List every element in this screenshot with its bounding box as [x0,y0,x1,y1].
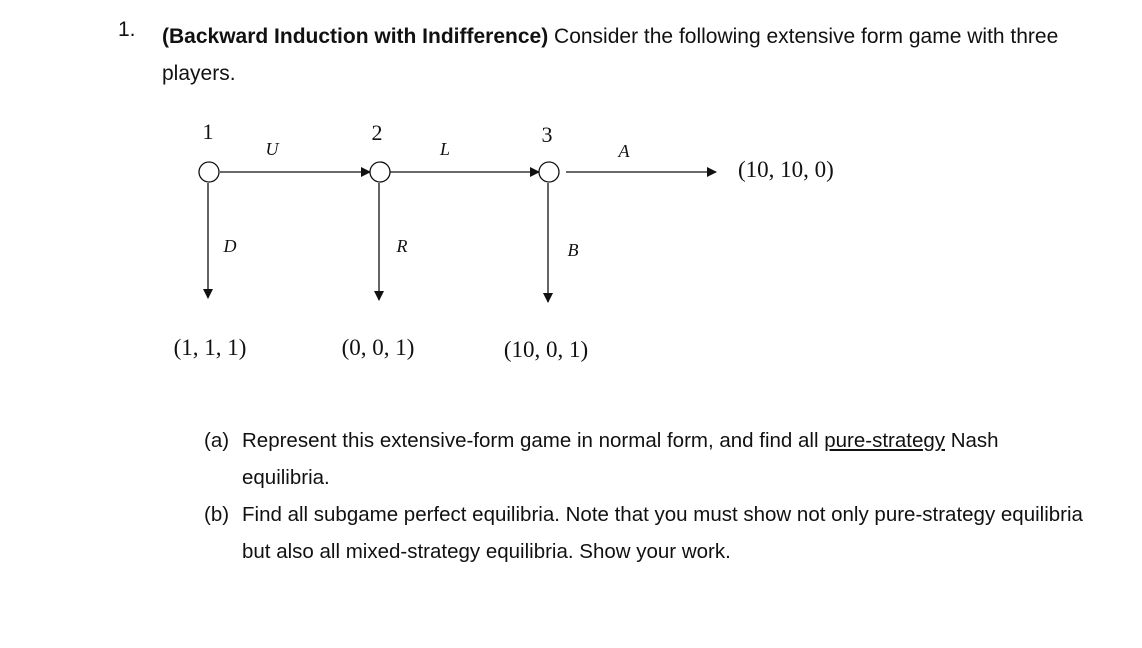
part-a [204,422,1084,496]
payoff-R: (0, 0, 1) [341,335,415,360]
decision-node-1 [199,162,219,182]
problem-intro-text: Consider the following extensive form game with three players. [162,25,1059,85]
action-label-U: U [265,139,279,159]
action-label-D: D [223,236,237,256]
action-label-A: A [618,141,630,161]
part-b [204,496,1084,570]
problem-number: 1. [118,18,136,41]
part-a-text: Represent this extensive-form game in normal form, and find all [242,429,825,452]
player-label-2: 2 [371,120,383,145]
part-b-letter: (b) [204,503,230,526]
question-parts [204,422,1084,570]
problem-title: (Backward Induction with Indifference) [162,25,549,48]
part-a-underlined-term: pure-strategy [824,429,946,452]
payoff-D: (1, 1, 1) [173,335,247,360]
action-label-R: R [396,236,408,256]
decision-node-2 [370,162,390,182]
action-label-L: L [439,139,451,159]
player-label-1: 1 [202,119,214,144]
part-b-text: Find all subgame perfect equilibria. Note that you must show not only pure-strategy equilibria but also all mixed-strategy equilibria. Show your work. [242,503,1083,563]
payoff-A: (10, 10, 0) [738,157,834,182]
part-a-text-end: Nash equilibria. [242,429,999,489]
decision-node-3 [539,162,559,182]
part-a-letter: (a) [204,429,230,452]
player-label-3: 3 [541,122,553,147]
payoff-B: (10, 0, 1) [503,337,589,362]
action-label-B: B [567,240,579,260]
